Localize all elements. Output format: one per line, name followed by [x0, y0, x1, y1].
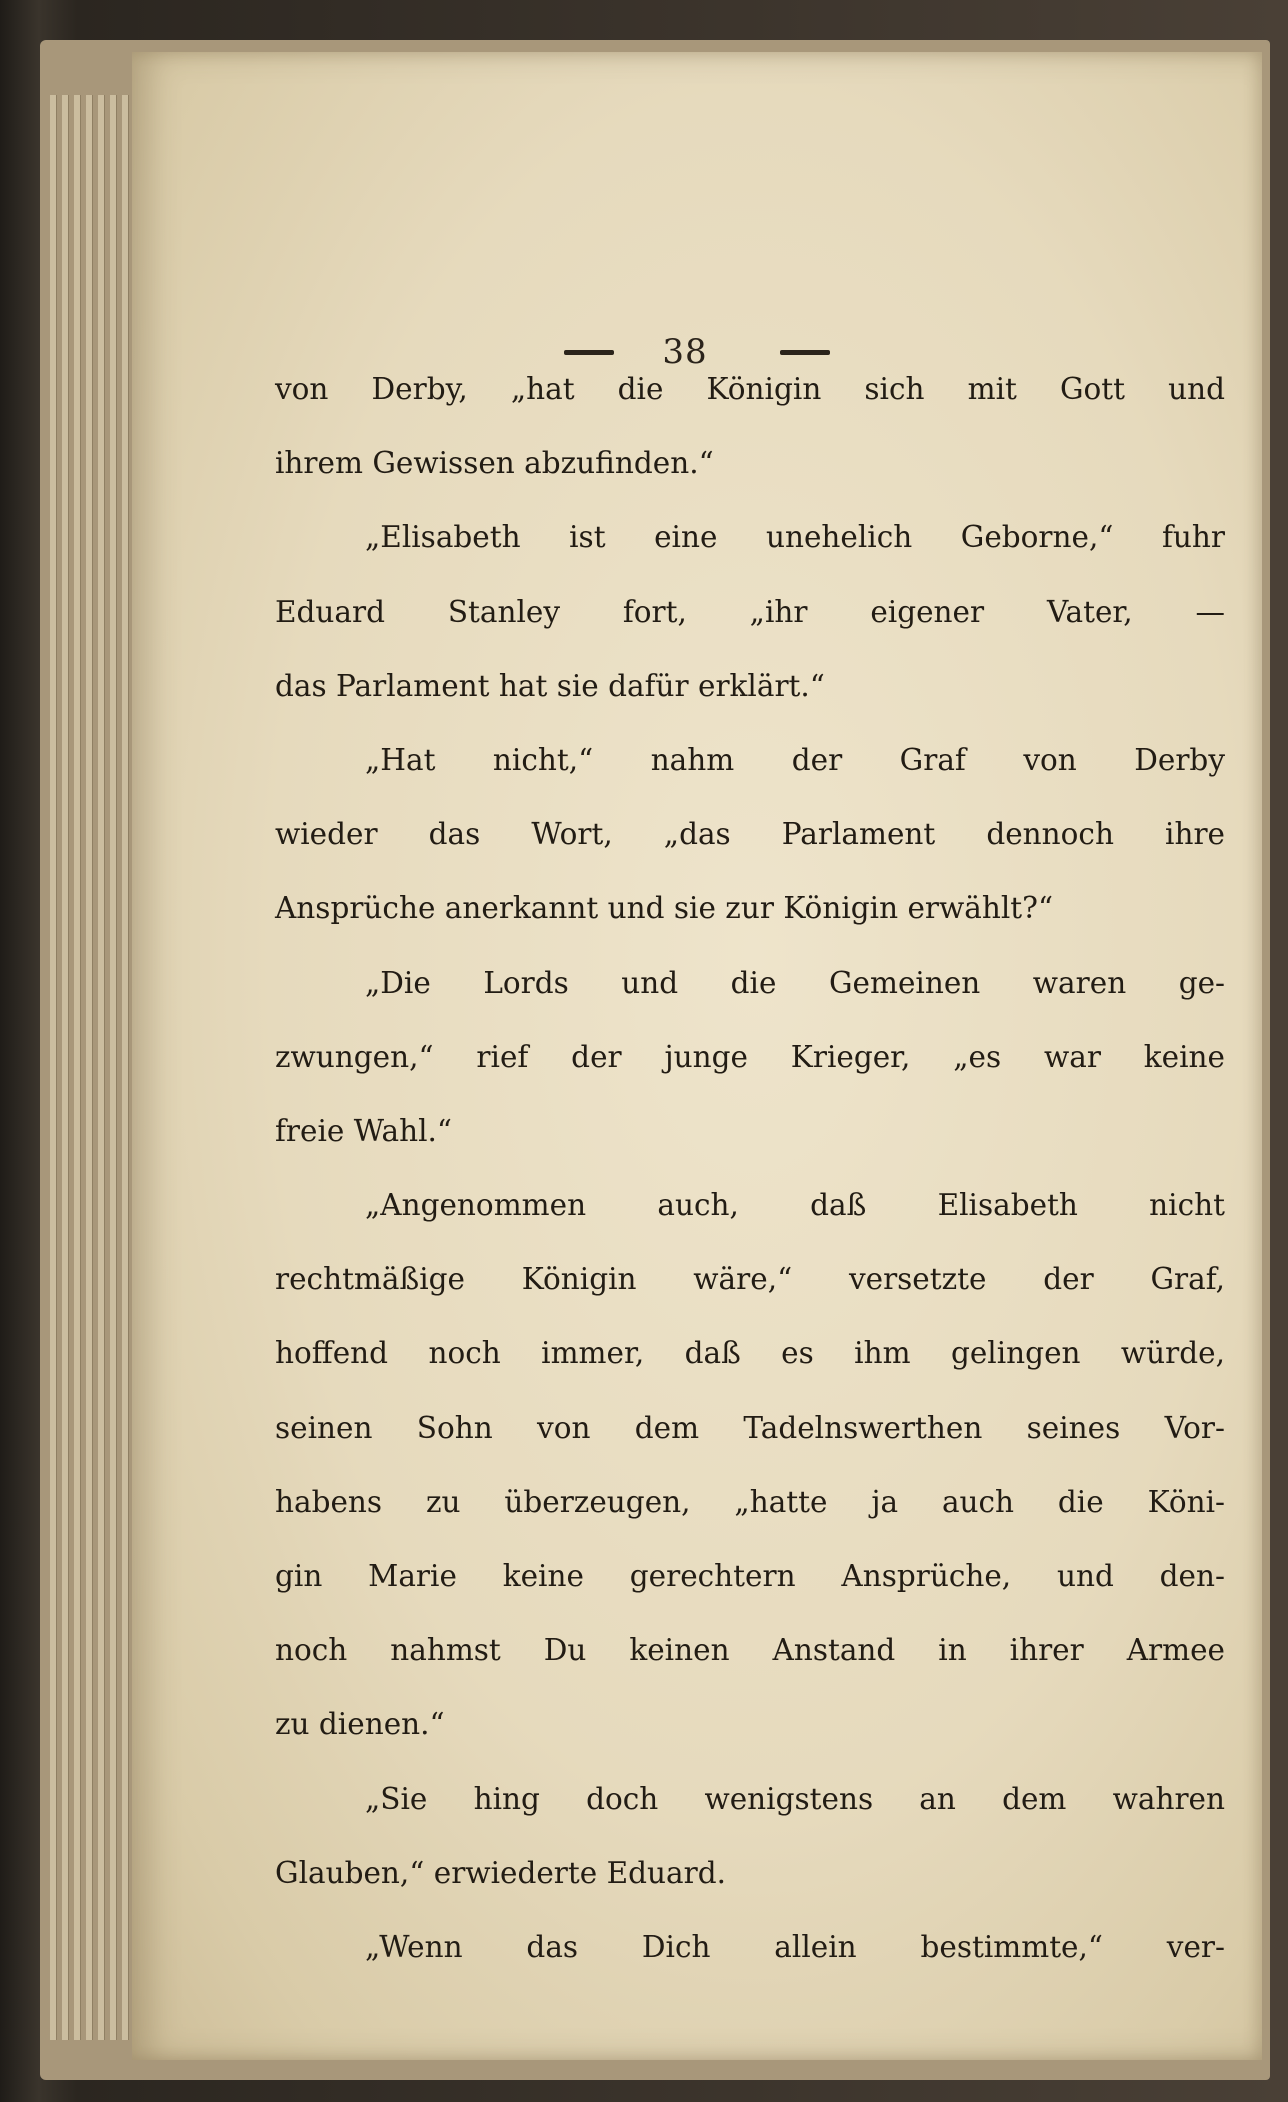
- text-line: noch nahmst Du keinen Anstand in ihrer Armee: [275, 1633, 1225, 1668]
- page-edge: [110, 95, 117, 2040]
- text-line: das Parlament hat sie dafür erklärt.“: [275, 668, 825, 703]
- text-line: habens zu überzeugen, „hatte ja auch die Köni-: [275, 1484, 1225, 1519]
- text-line: „Elisabeth ist eine unehelich Geborne,“ fuhr: [365, 520, 1225, 555]
- page-edge: [98, 95, 105, 2040]
- text-line: „Die Lords und die Gemeinen waren ge-: [365, 965, 1225, 1000]
- page-edge: [50, 95, 57, 2040]
- text-line: Ansprüche anerkannt und sie zur Königin erwählt?“: [275, 891, 1054, 926]
- text-line: „Wenn das Dich allein bestimmte,“ ver-: [365, 1929, 1225, 1964]
- text-line: seinen Sohn von dem Tadelnswerthen seines Vor-: [275, 1410, 1225, 1445]
- text-line: wieder das Wort, „das Parlament dennoch ihre: [275, 817, 1225, 852]
- text-line: zwungen,“ rief der junge Krieger, „es war keine: [275, 1039, 1225, 1074]
- page-number: 38: [662, 332, 708, 372]
- text-line: rechtmäßige Königin wäre,“ versetzte der Graf,: [275, 1262, 1225, 1297]
- text-line: Eduard Stanley fort, „ihr eigener Vater, —: [275, 594, 1225, 629]
- text-line: „Hat nicht,“ nahm der Graf von Derby: [365, 742, 1225, 777]
- page-edge: [62, 95, 69, 2040]
- text-line: ihrem Gewissen abzufinden.“: [275, 446, 714, 481]
- page-edge: [86, 95, 93, 2040]
- page-edge: [122, 95, 129, 2040]
- text-line: zu dienen.“: [275, 1707, 445, 1742]
- text-line: von Derby, „hat die Königin sich mit Gott und: [275, 372, 1225, 406]
- text-line: „Angenommen auch, daß Elisabeth nicht: [365, 1188, 1225, 1223]
- page-edge: [74, 95, 81, 2040]
- body-text: [275, 352, 1225, 1984]
- text-line: „Sie hing doch wenigstens an dem wahren: [365, 1781, 1225, 1816]
- text-line: freie Wahl.“: [275, 1113, 452, 1148]
- text-line: Glauben,“ erwiederte Eduard.: [275, 1855, 726, 1890]
- text-line: gin Marie keine gerechtern Ansprüche, und den-: [275, 1559, 1225, 1593]
- text-line: hoffend noch immer, daß es ihm gelingen würde,: [275, 1336, 1225, 1371]
